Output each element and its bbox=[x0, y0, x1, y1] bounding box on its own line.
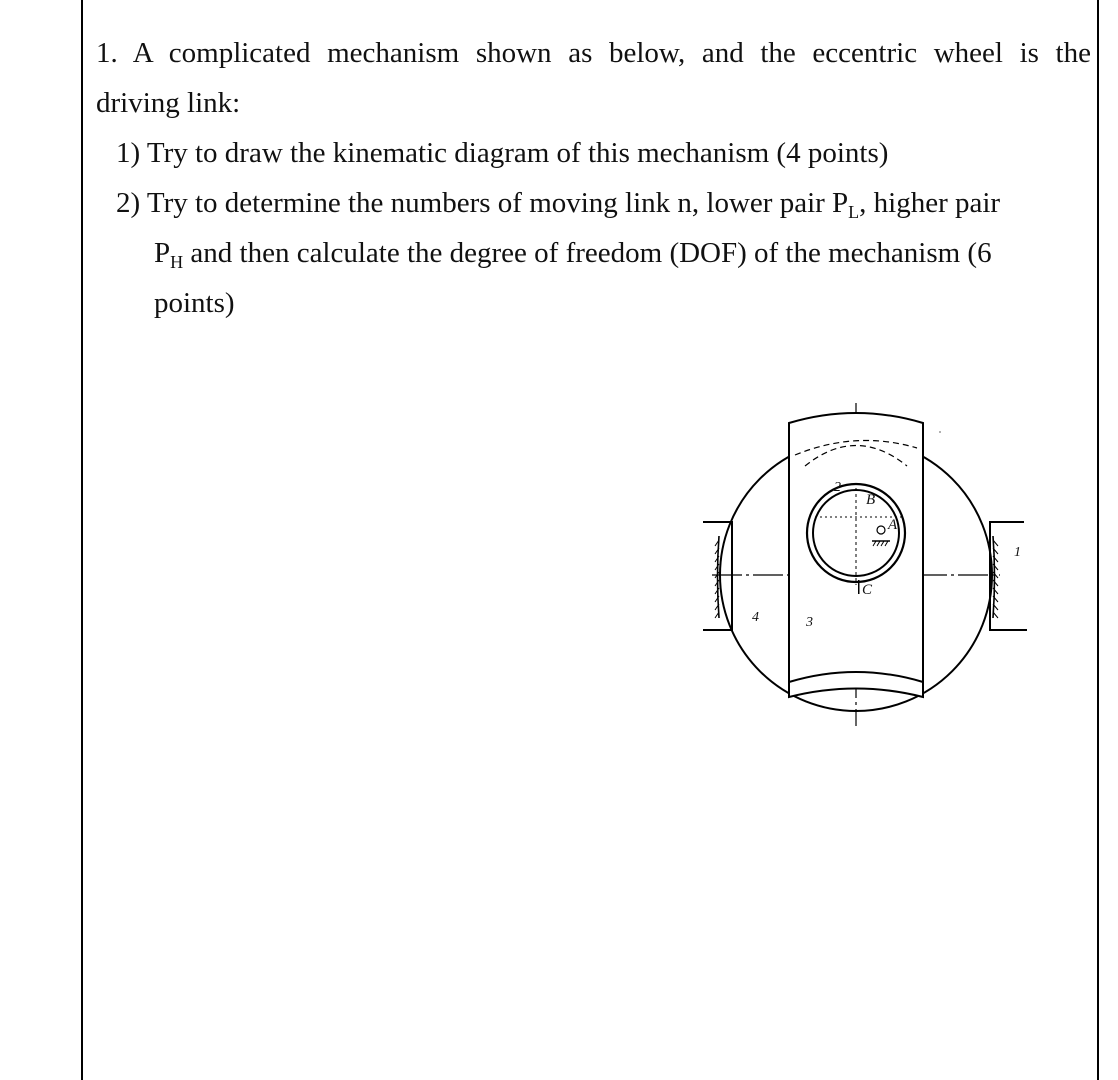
page-border-right bbox=[1097, 0, 1099, 1080]
label-link-4: 4 bbox=[752, 610, 759, 625]
label-link-3: 3 bbox=[806, 615, 813, 630]
label-link-2: 2 bbox=[834, 480, 841, 495]
sub-question-1: 1) Try to draw the kinematic diagram of this mechanism (4 points) bbox=[116, 137, 889, 169]
mechanism-figure bbox=[700, 398, 1035, 728]
symbol-p: P bbox=[154, 237, 171, 269]
sub-question-2-text-c: and then calculate the degree of freedom (DOF) of the mechanism (6 bbox=[183, 237, 992, 269]
label-point-a: A bbox=[888, 517, 898, 533]
sub-question-2-text-a: 2) Try to determine the numbers of moving link n, lower pair P bbox=[116, 187, 849, 219]
label-link-1: 1 bbox=[1014, 545, 1021, 560]
page-border-left bbox=[81, 0, 83, 1080]
sub-question-2-line-1 bbox=[96, 178, 1091, 228]
point-c-marker bbox=[858, 580, 860, 594]
sub-question-2-line-3: points) bbox=[154, 287, 235, 319]
question-line-2: driving link: bbox=[96, 87, 241, 119]
subscript-h: H bbox=[170, 252, 184, 272]
left-ground-arc bbox=[718, 536, 720, 618]
sub-question-2-line-2 bbox=[96, 228, 1091, 278]
question-text bbox=[96, 28, 1091, 328]
mechanism-diagram bbox=[700, 398, 1035, 728]
label-point-c: C bbox=[862, 582, 873, 598]
right-ground-bracket bbox=[990, 522, 1027, 630]
label-point-b: B bbox=[866, 492, 876, 508]
dot-mark bbox=[939, 431, 941, 433]
question-line-1: 1. A complicated mechanism shown as below, and the eccentric wheel is the bbox=[96, 37, 1091, 69]
sub-question-2-text-b: , higher pair bbox=[859, 187, 1001, 219]
subscript-l: L bbox=[848, 202, 860, 222]
